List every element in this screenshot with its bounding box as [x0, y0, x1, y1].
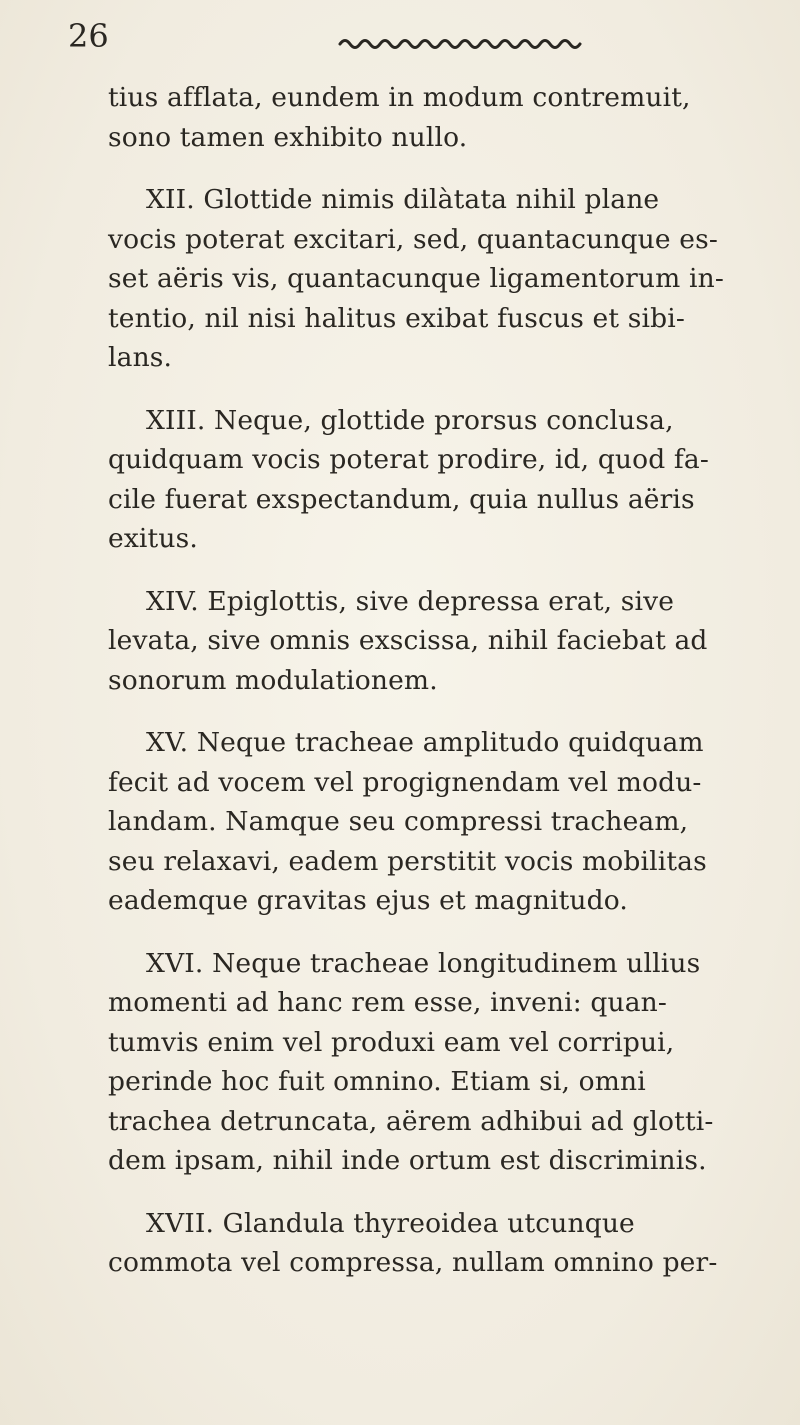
paragraph-xiii [108, 401, 728, 559]
text-line: momenti ad hanc rem esse, inveni: quan- [108, 987, 667, 1018]
paragraph-xvi [108, 944, 728, 1181]
text-line: quidquam vocis poterat prodire, id, quod fa- [108, 444, 709, 475]
paragraph-xv [108, 723, 728, 921]
text-line: landam. Namque seu compressi tracheam, [108, 806, 689, 837]
text-line: eademque gravitas ejus et magnitudo. [108, 885, 628, 916]
text-line: XV. Neque tracheae amplitudo quidquam [146, 727, 704, 758]
text-line: tumvis enim vel produxi eam vel corripui, [108, 1026, 675, 1058]
text-line: XII. Glottide nimis dilàtata nihil plane [146, 184, 660, 215]
text-line: trachea detruncata, aërem adhibui ad glotti- [108, 1105, 714, 1137]
text-line: XIII. Neque, glottide prorsus conclusa, [146, 404, 674, 436]
text-line: set aëris vis, quantacunque ligamentorum in- [108, 263, 724, 294]
ornament-rule-icon [338, 34, 588, 50]
text-line: cile fuerat exspectandum, quia nullus aëris [108, 483, 695, 515]
text-line: fecit ad vocem vel progignendam vel modu- [108, 766, 702, 798]
text-line: dem ipsam, nihil inde ortum est discriminis. [108, 1145, 707, 1176]
text-line: XVII. Glandula thyreoidea utcunque [146, 1207, 635, 1239]
text-line: sono tamen exhibito nullo. [108, 121, 468, 153]
text-line: seu relaxavi, eadem perstitit vocis mobilitas [108, 845, 707, 877]
text-line: commota vel compressa, nullam omnino per- [108, 1247, 718, 1278]
paragraph-continuation [108, 78, 728, 157]
page-number: 26 [68, 17, 109, 55]
text-line: perinde hoc fuit omnino. Etiam si, omni [108, 1066, 646, 1097]
text-line: vocis poterat excitari, sed, quantacunque es- [108, 223, 718, 255]
paragraph-xii [108, 180, 728, 378]
text-line: XIV. Epiglottis, sive depressa erat, sive [146, 585, 675, 617]
text-line: levata, sive omnis exscissa, nihil faciebat ad [108, 625, 708, 656]
text-line: exitus. [108, 523, 198, 554]
text-line: tius afflata, eundem in modum contremuit, [108, 82, 691, 113]
body-text [108, 78, 728, 1306]
paragraph-xvii [108, 1204, 728, 1283]
text-line: XVI. Neque tracheae longitudinem ullius [146, 947, 701, 979]
text-line: sonorum modulationem. [108, 664, 438, 696]
paragraph-xiv [108, 582, 728, 701]
page-header [68, 12, 728, 72]
text-line: tentio, nil nisi halitus exibat fuscus et sibi- [108, 302, 685, 334]
text-line: lans. [108, 342, 173, 373]
